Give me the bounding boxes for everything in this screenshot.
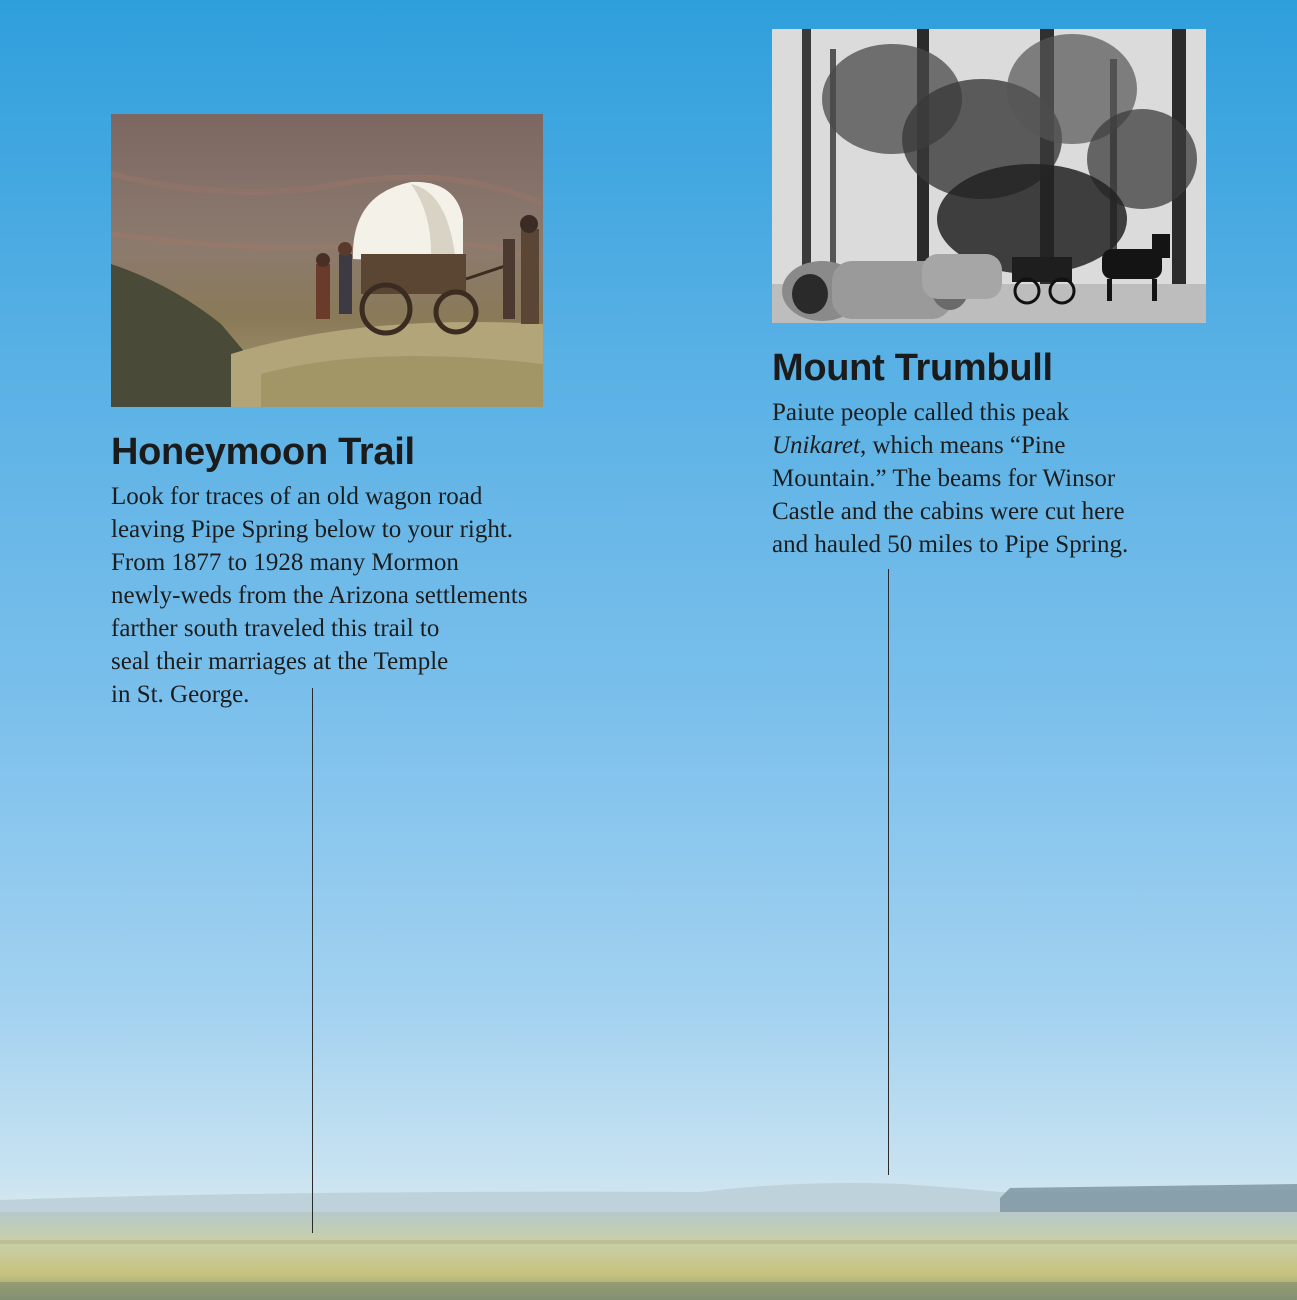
unikaret-term: Unikaret — [772, 432, 860, 459]
honeymoon-pointer-line — [312, 688, 313, 1233]
honeymoon-trail-description — [111, 480, 611, 711]
trumbull-line — [772, 429, 1212, 462]
mount-trumbull-description — [772, 396, 1212, 561]
trumbull-pointer-line — [888, 569, 889, 1175]
trumbull-line: Paiute people called this peak — [772, 399, 1070, 426]
logging-forest-photo — [772, 29, 1206, 323]
honeymoon-line: Look for traces of an old wagon road — [111, 483, 483, 510]
honeymoon-line: in St. George. — [111, 681, 250, 708]
honeymoon-line: From 1877 to 1928 many Mormon — [111, 549, 459, 576]
honeymoon-trail-title: Honeymoon Trail — [111, 431, 415, 473]
honeymoon-line: newly-weds from the Arizona settlements — [111, 582, 528, 609]
honeymoon-line: leaving Pipe Spring below to your right. — [111, 516, 514, 543]
honeymoon-line: seal their marriages at the Temple — [111, 648, 449, 675]
trumbull-line: Mountain.” The beams for Winsor — [772, 465, 1116, 492]
honeymoon-line: farther south traveled this trail to — [111, 615, 440, 642]
mount-trumbull-title: Mount Trumbull — [772, 347, 1053, 389]
horizon-landscape — [0, 1150, 1297, 1300]
trumbull-line: Castle and the cabins were cut here — [772, 498, 1125, 525]
trumbull-line: and hauled 50 miles to Pipe Spring. — [772, 531, 1129, 558]
trumbull-line-rest: , which means “Pine — [859, 432, 1066, 459]
covered-wagon-photo — [111, 114, 543, 407]
